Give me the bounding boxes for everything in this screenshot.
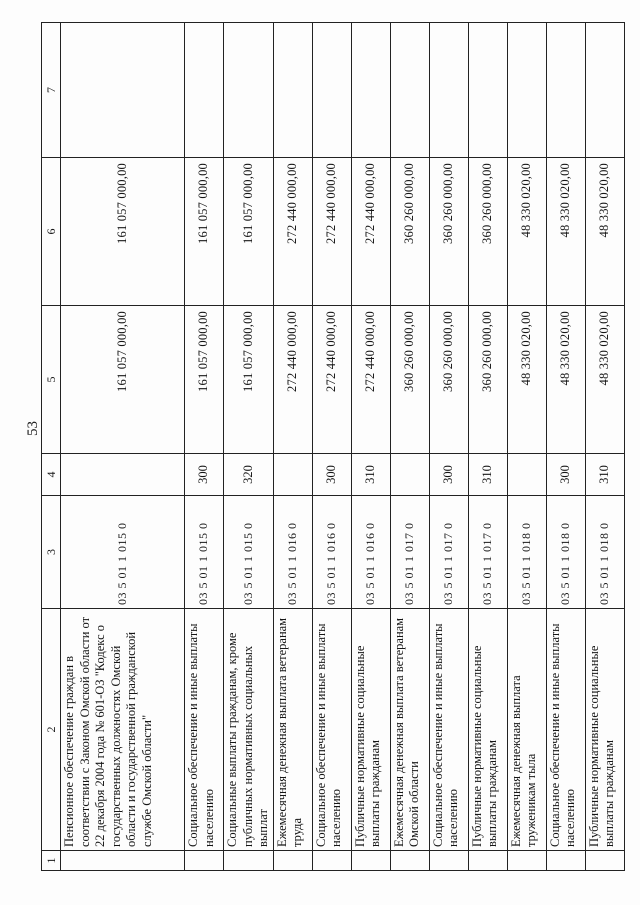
expense-type-code-cell: 300 xyxy=(429,454,468,496)
table-row xyxy=(61,23,185,871)
row-number-cell xyxy=(351,851,390,871)
table-row xyxy=(507,23,546,871)
amount-cell-col6: 48 330 020,00 xyxy=(546,158,585,306)
amount-cell-col5: 272 440 000,00 xyxy=(351,306,390,454)
amount-cell-col5: 360 260 000,00 xyxy=(468,306,507,454)
expense-name-cell: Публичные нормативные социальные выплаты гражданам xyxy=(585,609,624,851)
table-row xyxy=(185,23,224,871)
amount-cell-col6: 272 440 000,00 xyxy=(351,158,390,306)
column-header: 5 xyxy=(42,306,61,454)
amount-cell-col7 xyxy=(273,23,312,158)
expense-type-code-cell: 300 xyxy=(546,454,585,496)
target-article-code-cell: 03 5 01 1 016 0 xyxy=(312,496,351,609)
amount-cell-col7 xyxy=(507,23,546,158)
column-header: 1 xyxy=(42,851,61,871)
expense-name-cell: Социальные выплаты гражданам, кроме публичных нормативных социальных выплат xyxy=(224,609,274,851)
table-row xyxy=(312,23,351,871)
amount-cell-col6: 360 260 000,00 xyxy=(429,158,468,306)
expense-name-cell: Публичные нормативные социальные выплаты гражданам xyxy=(468,609,507,851)
expense-name-cell: Ежемесячная денежная выплата труженикам тыла xyxy=(507,609,546,851)
amount-cell-col6: 48 330 020,00 xyxy=(585,158,624,306)
amount-cell-col5: 161 057 000,00 xyxy=(185,306,224,454)
amount-cell-col7 xyxy=(429,23,468,158)
expense-type-code-cell: 310 xyxy=(585,454,624,496)
amount-cell-col5: 272 440 000,00 xyxy=(273,306,312,454)
amount-cell-col6: 161 057 000,00 xyxy=(61,158,185,306)
expense-type-code-cell: 310 xyxy=(468,454,507,496)
amount-cell-col7 xyxy=(224,23,274,158)
expense-type-code-cell xyxy=(507,454,546,496)
amount-cell-col7 xyxy=(390,23,429,158)
expense-type-code-cell xyxy=(390,454,429,496)
expense-name-cell: Социальное обеспечение и иные выплаты населению xyxy=(429,609,468,851)
amount-cell-col5: 161 057 000,00 xyxy=(61,306,185,454)
row-number-cell xyxy=(546,851,585,871)
expense-type-code-cell: 310 xyxy=(351,454,390,496)
target-article-code-cell: 03 5 01 1 015 0 xyxy=(61,496,185,609)
column-number-header xyxy=(42,23,61,871)
row-number-cell xyxy=(224,851,274,871)
amount-cell-col5: 48 330 020,00 xyxy=(507,306,546,454)
amount-cell-col6: 48 330 020,00 xyxy=(507,158,546,306)
expense-name-cell: Ежемесячная денежная выплата ветеранам труда xyxy=(273,609,312,851)
amount-cell-col7 xyxy=(585,23,624,158)
column-header: 6 xyxy=(42,158,61,306)
target-article-code-cell: 03 5 01 1 017 0 xyxy=(468,496,507,609)
amount-cell-col6: 360 260 000,00 xyxy=(390,158,429,306)
target-article-code-cell: 03 5 01 1 017 0 xyxy=(429,496,468,609)
target-article-code-cell: 03 5 01 1 018 0 xyxy=(585,496,624,609)
expense-type-code-cell: 300 xyxy=(185,454,224,496)
column-header: 4 xyxy=(42,454,61,496)
target-article-code-cell: 03 5 01 1 017 0 xyxy=(390,496,429,609)
column-header: 3 xyxy=(42,496,61,609)
page-number: 53 xyxy=(25,421,41,436)
expense-type-code-cell: 300 xyxy=(312,454,351,496)
target-article-code-cell: 03 5 01 1 016 0 xyxy=(351,496,390,609)
target-article-code-cell: 03 5 01 1 015 0 xyxy=(185,496,224,609)
table-row xyxy=(273,23,312,871)
column-header: 2 xyxy=(42,609,61,851)
amount-cell-col5: 48 330 020,00 xyxy=(546,306,585,454)
row-number-cell xyxy=(468,851,507,871)
expense-type-code-cell xyxy=(273,454,312,496)
row-number-cell xyxy=(390,851,429,871)
amount-cell-col6: 161 057 000,00 xyxy=(185,158,224,306)
rotated-table-container xyxy=(41,23,616,871)
amount-cell-col7 xyxy=(312,23,351,158)
amount-cell-col7 xyxy=(546,23,585,158)
expense-name-cell: Публичные нормативные социальные выплаты гражданам xyxy=(351,609,390,851)
amount-cell-col5: 360 260 000,00 xyxy=(429,306,468,454)
amount-cell-col7 xyxy=(468,23,507,158)
row-number-cell xyxy=(585,851,624,871)
row-number-cell xyxy=(312,851,351,871)
amount-cell-col7 xyxy=(351,23,390,158)
expense-name-cell: Пенсионное обеспечение граждан в соответствии с Законом Омской области от 22 декабря 2004 года № 601-ОЗ "Кодекс о государственных должностях Омской области и государственной гражданской службе Омской области" xyxy=(61,609,185,851)
amount-cell-col5: 48 330 020,00 xyxy=(585,306,624,454)
target-article-code-cell: 03 5 01 1 015 0 xyxy=(224,496,274,609)
amount-cell-col7 xyxy=(61,23,185,158)
target-article-code-cell: 03 5 01 1 018 0 xyxy=(507,496,546,609)
column-header: 7 xyxy=(42,23,61,158)
row-number-cell xyxy=(273,851,312,871)
table-row xyxy=(224,23,274,871)
row-number-cell xyxy=(185,851,224,871)
table-row xyxy=(546,23,585,871)
amount-cell-col5: 272 440 000,00 xyxy=(312,306,351,454)
expense-name-cell: Социальное обеспечение и иные выплаты населению xyxy=(546,609,585,851)
budget-table xyxy=(41,22,625,871)
amount-cell-col6: 360 260 000,00 xyxy=(468,158,507,306)
row-number-cell xyxy=(507,851,546,871)
expense-type-code-cell xyxy=(61,454,185,496)
expense-type-code-cell: 320 xyxy=(224,454,274,496)
target-article-code-cell: 03 5 01 1 018 0 xyxy=(546,496,585,609)
table-row xyxy=(390,23,429,871)
table-row xyxy=(351,23,390,871)
table-row xyxy=(585,23,624,871)
amount-cell-col7 xyxy=(185,23,224,158)
expense-name-cell: Социальное обеспечение и иные выплаты населению xyxy=(185,609,224,851)
row-number-cell xyxy=(61,851,185,871)
row-number-cell xyxy=(429,851,468,871)
amount-cell-col5: 161 057 000,00 xyxy=(224,306,274,454)
expense-name-cell: Социальное обеспечение и иные выплаты населению xyxy=(312,609,351,851)
target-article-code-cell: 03 5 01 1 016 0 xyxy=(273,496,312,609)
amount-cell-col5: 360 260 000,00 xyxy=(390,306,429,454)
amount-cell-col6: 161 057 000,00 xyxy=(224,158,274,306)
amount-cell-col6: 272 440 000,00 xyxy=(312,158,351,306)
table-row xyxy=(468,23,507,871)
amount-cell-col6: 272 440 000,00 xyxy=(273,158,312,306)
expense-name-cell: Ежемесячная денежная выплата ветеранам Омской области xyxy=(390,609,429,851)
table-row xyxy=(429,23,468,871)
